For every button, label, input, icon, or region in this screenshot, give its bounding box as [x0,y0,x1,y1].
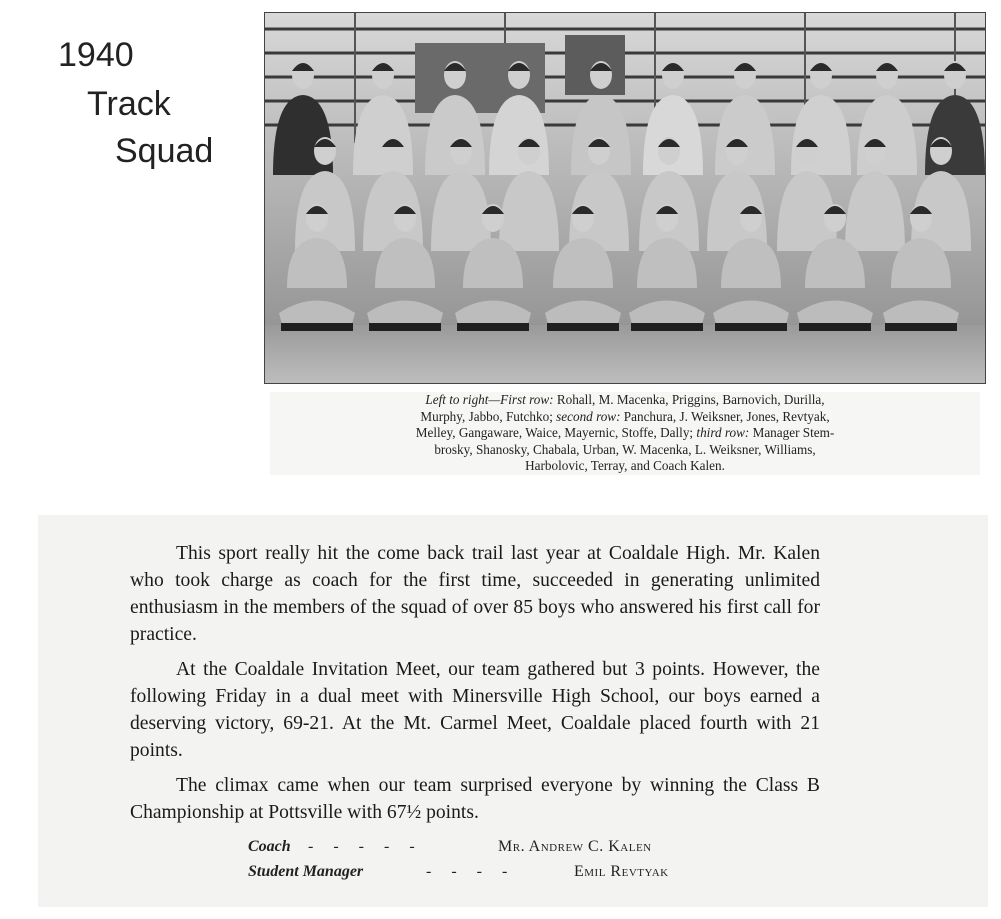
credit-dashes: - - - - - [308,838,415,855]
caption-line-3b: Manager Stem- [752,425,835,440]
heading-year: 1940 [58,36,134,74]
article-paragraph: At the Coaldale Invitation Meet, our team gathered but 3 points. However, the following Friday in a dual meet with Minersville High School, our boys earned a deserving victory, 69-21. At the Mt. Carmel Meet, Coaldale placed fourth with 21 points. [130,659,820,761]
caption-line-3a: Melley, Gangaware, Waice, Mayernic, Stoffe, Dally; [415,425,697,440]
heading-squad: Squad [115,132,214,170]
credit-student-manager [248,863,768,888]
credit-role: Coach [248,838,291,855]
article-body [130,540,820,834]
photo-caption [270,392,980,475]
caption-line: brosky, Shanosky, Chabala, Urban, W. Macenka, L. Weiksner, Williams, [434,441,816,457]
caption-line: Left to right—First row: Rohall, M. Macenka, Priggins, Barnovich, Durilla, [425,392,825,407]
credit-coach [248,838,768,863]
credit-dashes: - - - - [426,863,508,880]
caption-line: Harbolovic, Terray, and Coach Kalen. [525,458,725,473]
credit-name: Mr. Andrew C. Kalen [498,838,652,855]
caption-line: Murphy, Jabbo, Futchko; second row: Panchura, J. Weiksner, Jones, Revtyak, [420,408,830,424]
credit-name: Emil Revtyak [574,863,669,880]
caption-line-1-text: Rohall, M. Macenka, Priggins, Barnovich, Durilla, [556,392,825,407]
article-paragraph: This sport really hit the come back trail last year at Coaldale High. Mr. Kalen who took charge as coach for the first time, succeeded in generating unlimited enthusiasm in the members of the squad of over 85 boys who answered his first call for practice. [130,543,820,645]
credit-role: Student Manager [248,863,364,880]
caption-line-2b: Panchura, J. Weiksner, Jones, Revtyak, [623,408,830,424]
caption-line-2a: Murphy, Jabbo, Futchko; [420,408,557,424]
caption-line: Melley, Gangaware, Waice, Mayernic, Stoffe, Dally; third row: Manager Stem- [415,425,835,440]
heading-track: Track [87,85,171,123]
team-photo [264,12,986,384]
article-paragraph: The climax came when our team surprised everyone by winning the Class B Championship at Pottsville with 67½ points. [130,775,820,823]
credits [248,838,768,888]
